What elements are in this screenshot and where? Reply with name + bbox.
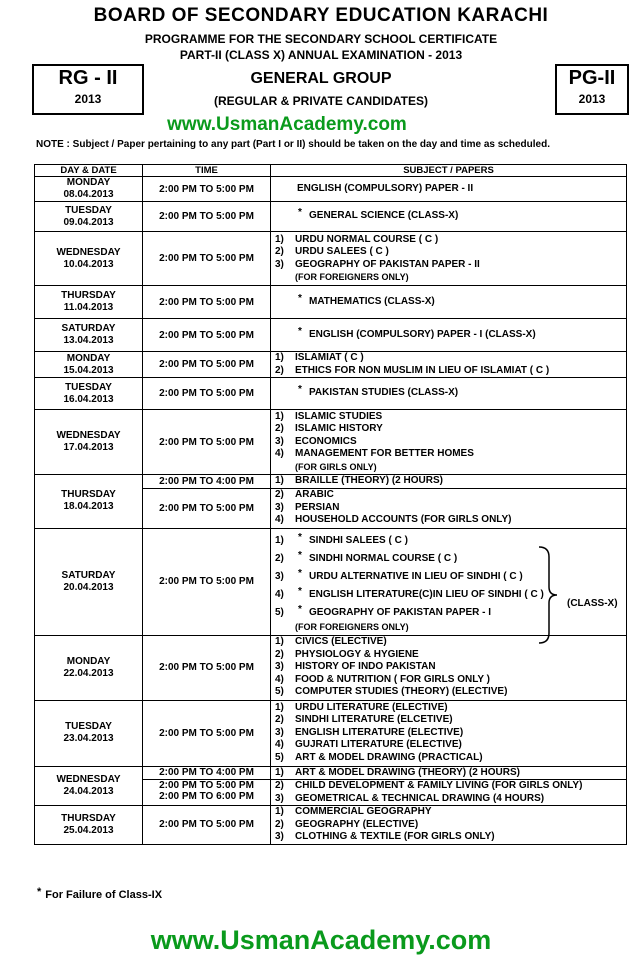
part-title: PART-II (CLASS X) ANNUAL EXAMINATION - 2013 bbox=[179, 48, 463, 62]
time-label: 2:00 PM TO 5:00 PM bbox=[159, 502, 254, 514]
date-label: 18.04.2013 bbox=[63, 501, 114, 513]
table-row bbox=[35, 319, 627, 352]
subject-number: 2) bbox=[275, 552, 284, 564]
subject-text: SINDHI NORMAL COURSE ( C ) bbox=[309, 552, 458, 564]
time-cell bbox=[143, 319, 271, 352]
subject-item bbox=[275, 636, 626, 649]
subject-text: ENGLISH LITERATURE(C)IN LIEU OF SINDHI ( C ) bbox=[309, 588, 544, 600]
failure-star-marker: * bbox=[298, 567, 302, 579]
time-label: 2:00 PM TO 5:00 PM bbox=[159, 296, 254, 308]
table-row bbox=[35, 378, 627, 410]
subject-number: 3) bbox=[275, 661, 284, 673]
subjects-cell bbox=[271, 202, 627, 232]
subject-number: 5) bbox=[275, 751, 284, 763]
day-label: THURSDAY bbox=[61, 290, 116, 301]
time-cell bbox=[143, 286, 271, 319]
day-date-cell bbox=[35, 232, 143, 286]
subject-text: GENERAL SCIENCE (CLASS-X) bbox=[309, 210, 459, 222]
board-title: BOARD OF SECONDARY EDUCATION KARACHI bbox=[93, 5, 549, 26]
subject-item bbox=[275, 532, 626, 550]
footnote-star: * bbox=[37, 886, 42, 898]
subject-item bbox=[275, 674, 626, 687]
subject-text: URDU SALEES ( C ) bbox=[295, 246, 389, 257]
subject-item bbox=[275, 806, 626, 819]
subject-text: ISLAMIC HISTORY bbox=[295, 423, 383, 435]
subjects-cell bbox=[271, 410, 627, 475]
day-label: SATURDAY bbox=[61, 569, 116, 581]
subject-text: ENGLISH (COMPULSORY) PAPER - II bbox=[297, 182, 474, 194]
subject-text: GEOGRAPHY OF PAKISTAN PAPER - I bbox=[309, 606, 492, 618]
subject-item bbox=[275, 661, 626, 674]
subject-item bbox=[275, 325, 626, 342]
subject-text: URDU ALTERNATIVE IN LIEU OF SINDHI ( C ) bbox=[309, 570, 523, 582]
time-label: 2:00 PM TO 5:00 PM bbox=[159, 436, 254, 448]
table-row bbox=[35, 806, 627, 845]
subject-item bbox=[275, 207, 626, 223]
subject-item bbox=[275, 714, 626, 727]
private-year: 2013 bbox=[578, 92, 606, 106]
date-label: 22.04.2013 bbox=[63, 667, 114, 679]
subject-note: (FOR GIRLS ONLY) bbox=[295, 461, 377, 472]
table-row bbox=[35, 202, 627, 232]
subject-text: MANAGEMENT FOR BETTER HOMES bbox=[295, 448, 474, 460]
subject-number: 1) bbox=[275, 766, 284, 778]
time-cell bbox=[143, 806, 271, 845]
table-row bbox=[35, 700, 627, 766]
time-label: 2:00 PM TO 5:00 PM bbox=[159, 819, 254, 831]
date-label: 09.04.2013 bbox=[63, 216, 114, 228]
subject-item bbox=[275, 411, 626, 424]
subject-text: ART & MODEL DRAWING (PRACTICAL) bbox=[295, 751, 483, 763]
subject-text: GEOMETRICAL & TECHNICAL DRAWING (4 HOURS) bbox=[295, 792, 545, 804]
watermark-bottom: www.UsmanAcademy.com bbox=[150, 925, 492, 955]
subject-number: 3) bbox=[275, 501, 284, 513]
day-label: MONDAY bbox=[66, 352, 111, 364]
subject-text: CIVICS (ELECTIVE) bbox=[295, 636, 387, 648]
time-cell bbox=[143, 635, 271, 700]
time-label: 2:00 PM TO 5:00 PM bbox=[159, 183, 254, 195]
day-date-cell bbox=[35, 378, 143, 410]
day-label: TUESDAY bbox=[65, 204, 112, 216]
time-cell bbox=[143, 202, 271, 232]
regular-code: RG - II bbox=[58, 67, 118, 89]
subjects-cell bbox=[271, 232, 627, 286]
subject-number: 3) bbox=[275, 570, 284, 582]
date-label: 24.04.2013 bbox=[63, 785, 114, 797]
subject-text: PAKISTAN STUDIES (CLASS-X) bbox=[309, 387, 459, 399]
time-cell bbox=[143, 780, 271, 806]
subject-number: 2) bbox=[275, 246, 284, 257]
time-label: 2:00 PM TO 6:00 PM bbox=[159, 791, 254, 802]
subject-note: (FOR FOREIGNERS ONLY) bbox=[295, 621, 409, 632]
day-header: DAY & DATE bbox=[35, 165, 143, 177]
subject-item bbox=[275, 702, 626, 715]
subject-number: 3) bbox=[275, 726, 284, 738]
failure-star-marker: * bbox=[298, 207, 302, 219]
time-cell bbox=[143, 528, 271, 635]
date-label: 23.04.2013 bbox=[63, 733, 114, 744]
subject-item bbox=[275, 475, 626, 488]
subject-item bbox=[275, 739, 626, 752]
programme-title: PROGRAMME FOR THE SECONDARY SCHOOL CERTIFICATE bbox=[144, 32, 498, 46]
subject-number: 1) bbox=[275, 806, 284, 817]
subject-text: MATHEMATICS (CLASS-X) bbox=[309, 295, 435, 307]
date-label: 16.04.2013 bbox=[63, 393, 114, 405]
subjects-cell bbox=[271, 700, 627, 766]
time-label: 2:00 PM TO 4:00 PM bbox=[159, 767, 254, 779]
table-header-row bbox=[35, 165, 627, 177]
table-row bbox=[35, 766, 627, 780]
subject-item bbox=[275, 649, 626, 662]
time-header: TIME bbox=[143, 165, 271, 177]
subject-number: 2) bbox=[275, 648, 284, 660]
subject-item bbox=[275, 502, 626, 515]
subject-number: 1) bbox=[275, 352, 284, 363]
subject-text: ISLAMIC STUDIES bbox=[295, 410, 383, 422]
day-date-cell bbox=[35, 700, 143, 766]
day-date-cell bbox=[35, 177, 143, 202]
failure-star-marker: * bbox=[298, 603, 302, 615]
date-label: 17.04.2013 bbox=[63, 442, 114, 453]
subjects-cell bbox=[271, 177, 627, 202]
note-text: NOTE : Subject / Paper pertaining to any part (Part I or II) should be taken on the day and time as scheduled. bbox=[36, 139, 550, 150]
day-label: THURSDAY bbox=[61, 489, 116, 501]
footnote bbox=[37, 886, 163, 901]
subject-number: 3) bbox=[275, 258, 284, 270]
candidates-label: (REGULAR & PRIVATE CANDIDATES) bbox=[214, 94, 428, 108]
subject-number: 1) bbox=[275, 636, 284, 648]
subject-text: URDU LITERATURE (ELECTIVE) bbox=[295, 701, 448, 713]
subject-item bbox=[275, 514, 626, 527]
table-row bbox=[35, 475, 627, 489]
subject-text: ECONOMICS bbox=[295, 435, 357, 447]
subject-text: PHYSIOLOGY & HYGIENE bbox=[295, 648, 419, 660]
subject-number: 4) bbox=[275, 588, 284, 600]
subjects-cell bbox=[271, 635, 627, 700]
table-row bbox=[35, 352, 627, 378]
day-date-cell bbox=[35, 475, 143, 529]
day-date-cell bbox=[35, 352, 143, 378]
subject-text: ENGLISH LITERATURE (ELECTIVE) bbox=[295, 726, 464, 738]
day-date-cell bbox=[35, 202, 143, 232]
subject-text: FOOD & NUTRITION ( FOR GIRLS ONLY ) bbox=[295, 673, 490, 685]
subject-number: 2) bbox=[275, 818, 284, 830]
class-x-label: (CLASS-X) bbox=[567, 598, 618, 609]
subject-number: 2) bbox=[275, 364, 284, 376]
subjects-cell bbox=[271, 488, 627, 528]
subject-item bbox=[275, 423, 626, 436]
day-label: WEDNESDAY bbox=[56, 773, 121, 785]
day-label: MONDAY bbox=[66, 177, 111, 188]
subject-text: PERSIAN bbox=[295, 501, 340, 513]
time-label: 2:00 PM TO 5:00 PM bbox=[159, 576, 254, 587]
time-cell bbox=[143, 766, 271, 780]
subject-text: SINDHI LITERATURE (ELCETIVE) bbox=[295, 714, 453, 726]
time-label: 2:00 PM TO 5:00 PM bbox=[159, 662, 254, 673]
subject-item bbox=[275, 352, 626, 365]
subjects-cell bbox=[271, 352, 627, 378]
day-date-cell bbox=[35, 528, 143, 635]
subject-number: 4) bbox=[275, 673, 284, 685]
table-row bbox=[35, 177, 627, 202]
subjects-cell bbox=[271, 475, 627, 489]
day-label: MONDAY bbox=[66, 655, 111, 667]
subject-text: ENGLISH (COMPULSORY) PAPER - I (CLASS-X) bbox=[309, 328, 536, 340]
subject-item bbox=[275, 234, 626, 247]
time-label: 2:00 PM TO 5:00 PM bbox=[159, 253, 254, 264]
subject-text: CHILD DEVELOPMENT & FAMILY LIVING (FOR GIRLS ONLY) bbox=[295, 780, 583, 791]
time-cell bbox=[143, 378, 271, 410]
time-cell bbox=[143, 700, 271, 766]
subject-text: COMPUTER STUDIES (THEORY) (ELECTIVE) bbox=[295, 686, 508, 698]
subject-text: URDU NORMAL COURSE ( C ) bbox=[295, 233, 439, 245]
subject-number: 1) bbox=[275, 475, 284, 486]
day-date-cell bbox=[35, 319, 143, 352]
subjects-cell bbox=[271, 780, 627, 806]
failure-star-marker: * bbox=[298, 384, 302, 396]
subject-text: ART & MODEL DRAWING (THEORY) (2 HOURS) bbox=[295, 766, 520, 778]
date-label: 13.04.2013 bbox=[63, 335, 114, 346]
subject-item bbox=[275, 292, 626, 309]
date-label: 20.04.2013 bbox=[63, 581, 114, 593]
subject-number: 1) bbox=[275, 701, 284, 713]
subject-number: 3) bbox=[275, 831, 284, 842]
subject-text: BRAILLE (THEORY) (2 HOURS) bbox=[295, 475, 443, 486]
time-label: 2:00 PM TO 5:00 PM bbox=[159, 329, 254, 341]
time-cell bbox=[143, 177, 271, 202]
subject-number: 3) bbox=[275, 792, 284, 804]
day-date-cell bbox=[35, 635, 143, 700]
subject-text: GEOGRAPHY (ELECTIVE) bbox=[295, 818, 419, 830]
time-cell bbox=[143, 410, 271, 475]
day-date-cell bbox=[35, 806, 143, 845]
subject-text: GEOGRAPHY OF PAKISTAN PAPER - II bbox=[295, 258, 480, 270]
regular-year: 2013 bbox=[74, 92, 102, 106]
class-x-bracket bbox=[537, 545, 559, 645]
failure-star-marker: * bbox=[298, 531, 302, 543]
subject-text: ARABIC bbox=[295, 489, 334, 501]
subject-item bbox=[275, 489, 626, 502]
time-label: 2:00 PM TO 5:00 PM bbox=[159, 359, 254, 370]
failure-star-marker: * bbox=[298, 292, 302, 304]
day-label: TUESDAY bbox=[65, 381, 112, 393]
subject-text: GUJRATI LITERATURE (ELECTIVE) bbox=[295, 739, 462, 751]
subjects-cell bbox=[271, 378, 627, 410]
subject-item bbox=[275, 384, 626, 400]
subject-text: ISLAMIAT ( C ) bbox=[295, 352, 364, 363]
table-row bbox=[35, 286, 627, 319]
subjects-cell bbox=[271, 319, 627, 352]
time-label: 2:00 PM TO 5:00 PM bbox=[159, 780, 254, 791]
subject-item bbox=[275, 550, 626, 568]
time-label: 2:00 PM TO 5:00 PM bbox=[159, 211, 254, 222]
date-label: 10.04.2013 bbox=[63, 258, 114, 270]
footnote-text: For Failure of Class-IX bbox=[45, 889, 163, 901]
date-label: 25.04.2013 bbox=[63, 824, 114, 836]
subject-number: 1) bbox=[275, 410, 284, 422]
subject-item bbox=[275, 727, 626, 740]
subjects-cell bbox=[271, 286, 627, 319]
subject-item bbox=[275, 793, 626, 806]
day-label: SATURDAY bbox=[61, 323, 116, 334]
time-cell bbox=[143, 352, 271, 378]
subject-number: 4) bbox=[275, 739, 284, 751]
day-label: WEDNESDAY bbox=[56, 246, 121, 258]
day-label: WEDNESDAY bbox=[56, 430, 121, 441]
subject-number: 5) bbox=[275, 606, 284, 618]
subject-item bbox=[275, 752, 626, 765]
group-title: GENERAL GROUP bbox=[250, 70, 392, 87]
failure-star-marker: * bbox=[298, 549, 302, 561]
subject-number: 2) bbox=[275, 423, 284, 435]
subject-item bbox=[275, 780, 626, 793]
failure-star-marker: * bbox=[298, 325, 302, 337]
subjects-cell bbox=[271, 528, 627, 635]
subject-header: SUBJECT / PAPERS bbox=[271, 165, 627, 177]
subject-item bbox=[275, 246, 626, 259]
subject-text: HISTORY OF INDO PAKISTAN bbox=[295, 661, 436, 673]
subjects-cell bbox=[271, 806, 627, 845]
subject-item bbox=[275, 831, 626, 844]
subject-item bbox=[275, 436, 626, 449]
date-label: 11.04.2013 bbox=[63, 302, 114, 313]
time-label: 2:00 PM TO 5:00 PM bbox=[159, 727, 254, 739]
subjects-cell bbox=[271, 766, 627, 780]
subject-note: (FOR FOREIGNERS ONLY) bbox=[295, 272, 409, 282]
failure-star-marker: * bbox=[298, 585, 302, 597]
subject-item bbox=[275, 568, 626, 586]
time-cell bbox=[143, 488, 271, 528]
exam-schedule-table bbox=[34, 164, 627, 845]
subject-number: 2) bbox=[275, 780, 284, 791]
subject-item bbox=[275, 767, 626, 780]
subject-number: 4) bbox=[275, 448, 284, 460]
subject-number: 3) bbox=[275, 435, 284, 447]
day-date-cell bbox=[35, 410, 143, 475]
subject-number: 4) bbox=[275, 514, 284, 526]
subject-item bbox=[275, 686, 626, 699]
private-code: PG-II bbox=[568, 67, 616, 89]
date-label: 08.04.2013 bbox=[63, 189, 114, 200]
time-label: 2:00 PM TO 4:00 PM bbox=[159, 475, 254, 487]
table-row bbox=[35, 410, 627, 475]
subject-text: COMMERCIAL GEOGRAPHY bbox=[295, 806, 432, 817]
subject-item bbox=[275, 365, 626, 378]
subject-number: 2) bbox=[275, 714, 284, 726]
subject-number: 2) bbox=[275, 489, 284, 501]
subject-number: 5) bbox=[275, 686, 284, 698]
day-label: TUESDAY bbox=[65, 721, 112, 732]
day-date-cell bbox=[35, 286, 143, 319]
date-label: 15.04.2013 bbox=[63, 364, 114, 376]
time-label: 2:00 PM TO 5:00 PM bbox=[159, 388, 254, 399]
watermark-top: www.UsmanAcademy.com bbox=[167, 114, 407, 135]
subject-number: 1) bbox=[275, 534, 284, 546]
day-label: THURSDAY bbox=[61, 812, 116, 824]
time-cell bbox=[143, 475, 271, 489]
subject-text: HOUSEHOLD ACCOUNTS (FOR GIRLS ONLY) bbox=[295, 514, 512, 526]
table-row bbox=[35, 232, 627, 286]
subject-item bbox=[275, 819, 626, 832]
day-date-cell bbox=[35, 766, 143, 806]
subject-item bbox=[275, 183, 626, 196]
subject-item bbox=[275, 448, 626, 461]
subject-text: ETHICS FOR NON MUSLIM IN LIEU OF ISLAMIAT ( C ) bbox=[295, 364, 550, 376]
subject-item bbox=[275, 259, 626, 272]
subject-text: SINDHI SALEES ( C ) bbox=[309, 534, 408, 546]
subject-text: CLOTHING & TEXTILE (FOR GIRLS ONLY) bbox=[295, 831, 495, 842]
subject-number: 1) bbox=[275, 233, 284, 245]
time-cell bbox=[143, 232, 271, 286]
